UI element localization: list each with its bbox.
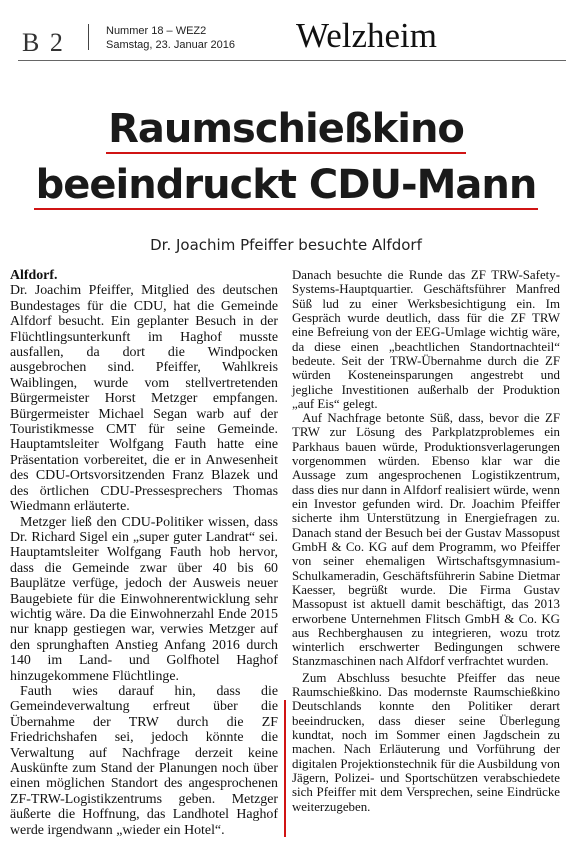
article-column-left (10, 268, 278, 838)
page-header (0, 0, 572, 66)
article-dateline: Alfdorf. (10, 268, 58, 283)
headline-line-2: beeindruckt CDU-Mann (35, 162, 537, 208)
issue-info (106, 24, 235, 52)
page-number-value: 2 (49, 28, 65, 57)
page-number (22, 28, 65, 58)
paragraph-text: Dr. Joachim Pfeiffer, Mitglied des deutschen Bundestages für die CDU, hat die Gemeinde Alfdorf besucht. Ein geplanter Besuch in der Flüchtlingsunterkunft im Haghof musste ausfallen, da dort die Windpocken ausgebrochen sind. Pfeiffer, Wahlkreis Waiblingen, wurde vom stellvertretenden Bürgermeister Horst Metzger empfangen. Bürgermeister Michael Segan warb auf der Touristikmesse CMT für seine Gemeinde. Hauptamtsleiter Wolfgang Fauth hatte eine Präsentation vorbereitet, die er in Anwesenheit des CDU-Ortsvorsitzenden Franz Blazek und des örtlichen CDU-Pressesprechers Thomas Wiedmann erläuterte. (10, 283, 278, 515)
page-section-letter: B (22, 28, 42, 57)
column-accent-rule (284, 700, 286, 837)
article-headline (0, 104, 572, 216)
article-paragraph: Zum Abschluss besuchte Pfeiffer das neue Raumschießkino. Das modernste Raumschießkino Deutschlands konnte den Politiker derart beeindrucken, dass dieser seine Überlegung kundtat, noch im Sommer einen Jagdschein zu machen. Nach Erläuterung und Vorführung der digitalen Projektionstechnik für die Ausbildung von Jägern, Polizei- und Sportschützen verabschiedete sich Pfeiffer mit dem Versprechen, seine Eindrücke weiterzugeben. (292, 670, 560, 814)
header-rule (18, 60, 566, 61)
issue-number: Nummer 18 – WEZ2 (106, 25, 207, 37)
article-subheadline: Dr. Joachim Pfeiffer besuchte Alfdorf (150, 236, 422, 254)
article-column-right (292, 268, 560, 814)
article-paragraph: Fauth wies darauf hin, dass die Gemeindeverwaltung erfreut über die Übernahme der TRW durch die ZF Friedrichshafen sei, jedoch könnte die Verwaltung auf Nachfrage derzeit keine Auskünfte zum Stand der Planungen noch über einen möglichen Standort des angesprochenen ZF-TRW-Logistikzentrums geben. Metzger äußerte die Hoffnung, das Landhotel Haghof werde irgendwann „wieder ein Hotel“. (10, 683, 278, 838)
section-masthead: Welzheim (296, 16, 438, 55)
issue-date: Samstag, 23. Januar 2016 (106, 39, 236, 51)
article-paragraph (10, 268, 278, 515)
article-paragraph: Auf Nachfrage betonte Süß, dass, bevor die ZF TRW zur Lösung des Parkplatzproblemes ein Parkhaus bauen würde, Produktionsverlagerungen vorgenommen würden. Ebenso klar war die Aussage zum angesprochenen Logistikzentrum, dass dies nur dann in Alfdorf realisiert würde, wenn ein Investor gefunden wird. Dr. Joachim Pfeiffer sicherte ihm Unterstützung in Energiefragen zu. Danach stand der Besuch bei der Gustav Massopust GmbH & Co. KG auf dem Programm, wo Pfeiffer von seiner ehemaligen Wirtschaftsgymnasium-Schulkameradin, Geschäftsführerin Sabine Dietmar Kaesser, begrüßt wurde. Die Firma Gustav Massopust ist aktuell damit beschäftigt, das 2013 erworbene Unternehmen Flitsch GmbH & Co. KG aus Rechberghausen zu integrieren, wozu trotz winterlich erschwerter Bedingungen schwere Stanzmaschinen nach Alfdorf verfrachtet wurden. (292, 411, 560, 669)
header-divider (88, 24, 89, 50)
article-paragraph: Metzger ließ den CDU-Politiker wissen, dass Dr. Richard Sigel ein „super guter Landrat“ sei. Hauptamtsleiter Wolfgang Fauth hob hervor, dass die Gemeinde zwar über 40 bis 60 Bauplätze verfüge, jedoch der Ausweis neuer Baugebiete für die Einwohnerentwicklung sehr wichtig wäre. Da die Einwohnerzahl Ende 2015 nur knapp gestiegen war, verwies Metzger auf den sprunghaften Anstieg Anfang 2016 durch 140 im Land- und Golfhotel Haghof hinzugekommene Flüchtlinge. (10, 514, 278, 684)
article-paragraph-continued: Danach besuchte die Runde das ZF TRW-Safety-Systems-Hauptquartier. Geschäftsführer Manfred Süß lud zu einer Werksbesichtigung ein. Im Gespräch wurde deutlich, dass für die ZF TRW eine Befreiung von der EEG-Umlage wichtig wäre, da diese einen „beachtlichen Standortnachteil“ bedeute. Seit der TRW-Übernahme durch die ZF würden Kosteneinsparungen angestrebt und jegliche Investitionen außerhalb der Produktion „auf Eis“ gelegt. (292, 268, 560, 411)
headline-line-1: Raumschießkino (108, 106, 464, 152)
